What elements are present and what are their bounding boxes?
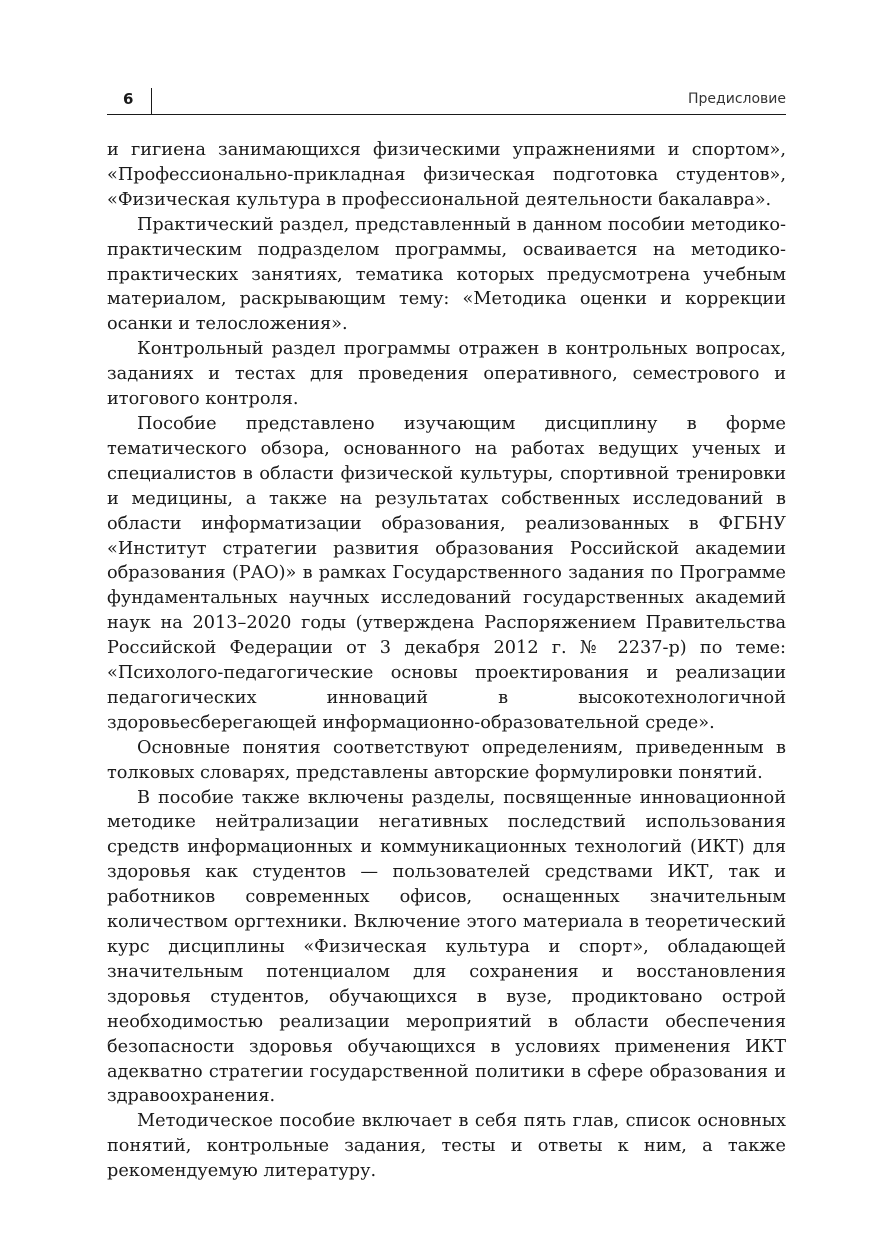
page-header: [107, 88, 786, 116]
body-text: [107, 138, 786, 1184]
paragraph-control-section: Контрольный раздел программы отражен в контрольных вопросах, заданиях и тестах для проведения оперативного, семестрового и итогового контроля.: [107, 339, 786, 410]
running-title: Предисловие: [688, 91, 786, 107]
paragraph-practical-section: Практический раздел, представленный в данном пособии методико-практическим подразделом программы, осваивается на методико-практических занятиях, тематика которых предусмотрена учебным материалом, раскрывающим тему: «Методика оценки и коррекции осанки и телосложения».: [107, 214, 786, 335]
paragraph-continued: и гигиена занимающихся физическими упражнениями и спортом», «Профессионально-прикладная физическая подготовка студентов», «Физическая культура в профессиональной деятельности бакалавра».: [107, 140, 786, 210]
paragraph-thematic-overview: Пособие представлено изучающим дисциплину в форме тематического обзора, основанного на работах ведущих ученых и специалистов в области физической культуры, спортивной тренировки и медицины, а также на результатах собственных исследований в области информатизации образования, реализованных в ФГБНУ «Институт стратегии развития образования Российской академии образования (РАО)» в рамках Государственного задания по Программе фундаментальных научных исследований государственных академий наук на 2013–2020 годы (утверждена Распоряжением Правительства Российской Федерации от 3 декабря 2012 г. № 2237-р) по теме: «Психолого-педагогические основы проектирования и реализации педагогических инноваций в высокотехнологичной здоровьесберегающей информационно-образовательной среде».: [107, 413, 786, 733]
paragraph-basic-concepts: Основные понятия соответствуют определениям, приведенным в толковых словарях, представлены авторские формулировки понятий.: [107, 737, 786, 783]
header-divider: [151, 88, 152, 114]
header-rule: [107, 114, 786, 115]
page-number: 6: [123, 90, 134, 108]
paragraph-manual-contents: Методическое пособие включает в себя пять глав, список основных понятий, контрольные задания, тесты и ответы к ним, а также рекомендуемую литературу.: [107, 1111, 786, 1182]
paragraph-innovative-method: В пособие также включены разделы, посвященные инновационной методике нейтрализации негативных последствий использования средств информационных и коммуникационных технологий (ИКТ) для здоровья как студентов — пользователей средствами ИКТ, так и работников современных офисов, оснащенных значительным количеством оргтехники. Включение этого материала в теоретический курс дисциплины «Физическая культура и спорт», обладающей значительным потенциалом для сохранения и восстановления здоровья студентов, обучающихся в вузе, продиктовано острой необходимостью реализации мероприятий в области обеспечения безопасности здоровья обучающихся в условиях применения ИКТ адекватно стратегии государственной политики в сфере образования и здравоохранения.: [107, 787, 786, 1107]
